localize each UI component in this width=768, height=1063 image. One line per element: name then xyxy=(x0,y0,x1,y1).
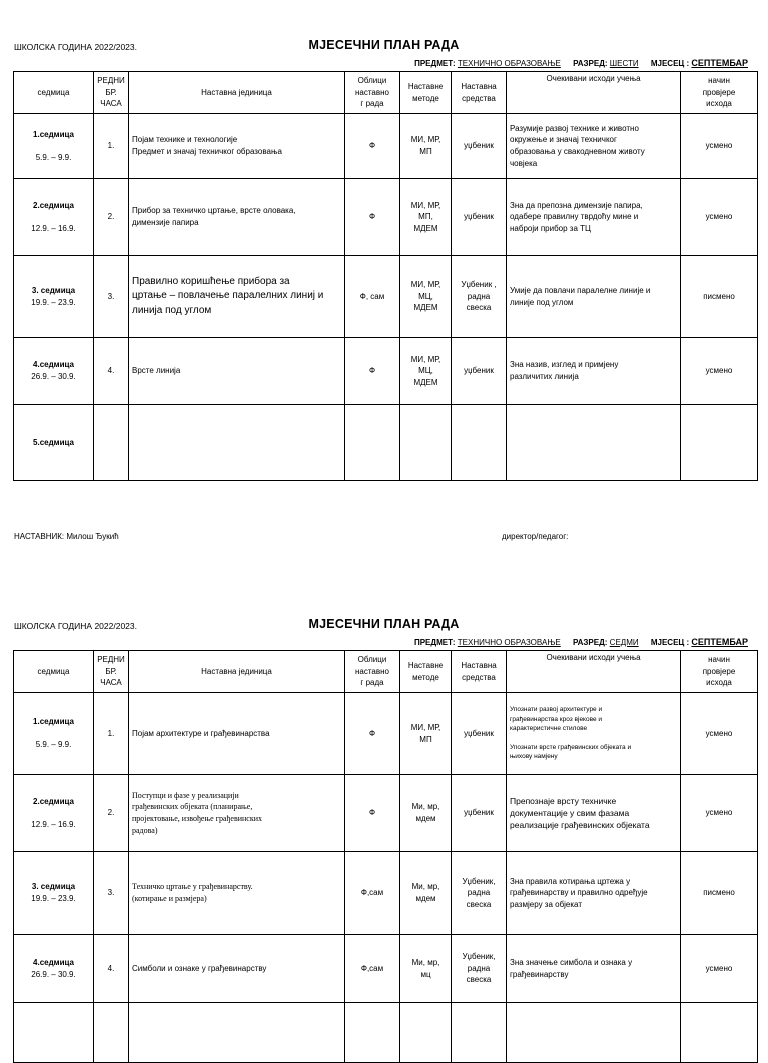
subject-label: ПРЕДМЕТ: xyxy=(414,59,456,68)
header-methods: Наставне методе xyxy=(400,72,452,114)
week-cell: 3. седмица 19.9. – 23.9. xyxy=(14,256,94,338)
check-method: писмено xyxy=(681,852,758,935)
expected-outcomes: Упознати развој архитектуре и грађевинарства кроз вјекове и карактеристичне стилове Упознати врсте грађевинских објеката и њихову намјену xyxy=(507,693,681,775)
teaching-unit: Симболи и ознаке у грађевинарству xyxy=(129,935,345,1003)
expected-outcomes: Зна значење симбола и ознака у грађевинарству xyxy=(507,935,681,1003)
page-title: МЈЕСЕЧНИ ПЛАН РАДА xyxy=(308,38,460,52)
header-work-form: Облици наставно г рада xyxy=(345,651,400,693)
check-method xyxy=(681,405,758,481)
grade-value: СЕДМИ xyxy=(609,638,639,647)
teaching-unit: Поступци и фазе у реализацији грађевинских објеката (планирање, пројектовање, извођење грађевинских радова) xyxy=(129,775,345,852)
header-check-method: начин провјере исхода xyxy=(681,72,758,114)
lesson-number: 3. xyxy=(94,852,129,935)
header-check-method: начин провјере исхода xyxy=(681,651,758,693)
week-cell: 3. седмица 19.9. – 23.9. xyxy=(14,852,94,935)
teaching-unit: Техничко цртање у грађевинарству. (котирање и размјера) xyxy=(129,852,345,935)
work-form: Ф xyxy=(345,338,400,405)
lesson-number: 1. xyxy=(94,693,129,775)
grade-label: РАЗРЕД: xyxy=(572,638,608,647)
teaching-unit xyxy=(129,1003,345,1063)
teaching-methods: Ми, мр, мдем xyxy=(400,775,452,852)
expected-outcomes: Разумије развој технике и животно окружење и значај техничког образовања у свакодневном животу човјека xyxy=(507,114,681,179)
teaching-unit: Правилно коришћење прибора за цртање – повлачење паралелних линиј и линија под углом xyxy=(129,256,345,338)
work-form: Ф, сам xyxy=(345,256,400,338)
header-means: Наставна средства xyxy=(452,651,507,693)
table-header-row xyxy=(14,651,758,693)
grade-label: РАЗРЕД: xyxy=(573,59,608,68)
teaching-unit: Прибор за техничко цртање, врсте оловака, димензије папира xyxy=(129,179,345,256)
table-row xyxy=(14,775,758,852)
teaching-methods: МИ, МР, МП, МДЕМ xyxy=(400,179,452,256)
week-cell: 4.седмица 26.9. – 30.9. xyxy=(14,338,94,405)
table-row xyxy=(14,935,758,1003)
teaching-means: уџбеник xyxy=(452,338,507,405)
teaching-methods xyxy=(400,1003,452,1063)
expected-outcomes: Зна да препозна димензије папира, одабере правилну тврдоћу мине и наброји прибор за ТЦ xyxy=(507,179,681,256)
teaching-methods: МИ, МР, МЦ, МДЕМ xyxy=(400,256,452,338)
teaching-means: уџбеник xyxy=(452,179,507,256)
work-form: Ф,сам xyxy=(345,935,400,1003)
header-outcomes: Очекивани исходи учења xyxy=(507,72,681,114)
month-label: МЈЕСЕЦ : xyxy=(650,59,690,68)
work-form: Ф xyxy=(345,179,400,256)
lesson-number: 2. xyxy=(94,775,129,852)
teaching-methods: Ми, мр, мц xyxy=(400,935,452,1003)
teaching-means xyxy=(452,405,507,481)
header-work-form: Облици наставно г рада xyxy=(345,72,400,114)
plan-meta xyxy=(414,637,748,647)
teaching-methods: Ми, мр, мдем xyxy=(400,852,452,935)
lesson-number xyxy=(94,405,129,481)
header-week: седмица xyxy=(14,651,94,693)
subject-label: ПРЕДМЕТ: xyxy=(413,638,456,647)
teaching-unit: Појам архитектуре и грађевинарства xyxy=(129,693,345,775)
plan-meta xyxy=(414,58,748,68)
header-week: седмица xyxy=(14,72,94,114)
teacher-signature: НАСТАВНИК: Милош Ђукић xyxy=(14,532,119,541)
week-cell: 5.седмица xyxy=(14,405,94,481)
work-form: Ф xyxy=(345,693,400,775)
table-row xyxy=(14,114,758,179)
expected-outcomes: Препознаје врсту техничке документације у свим фазама реализације грађевинских објеката xyxy=(507,775,681,852)
header-outcomes: Очекивани исходи учења xyxy=(507,651,681,693)
teaching-methods: МИ, МР, МП xyxy=(400,114,452,179)
lesson-number: 3. xyxy=(94,256,129,338)
week-cell xyxy=(14,1003,94,1063)
expected-outcomes: Зна правила котирања цртежа у грађевинарству и правилно одређује размјеру за објекат xyxy=(507,852,681,935)
table-header-row xyxy=(14,72,758,114)
teaching-means: Уџбеник , радна свеска xyxy=(452,256,507,338)
expected-outcomes xyxy=(507,405,681,481)
teaching-unit xyxy=(129,405,345,481)
table-row xyxy=(14,405,758,481)
week-cell: 4.седмица 26.9. – 30.9. xyxy=(14,935,94,1003)
expected-outcomes: Умије да повлачи паралелне линије и линије под углом xyxy=(507,256,681,338)
header-means: Наставна средства xyxy=(452,72,507,114)
table-row xyxy=(14,693,758,775)
month-label: МЈЕСЕЦ : xyxy=(650,638,690,647)
lesson-number: 2. xyxy=(94,179,129,256)
teaching-means: уџбеник xyxy=(452,114,507,179)
check-method: усмено xyxy=(681,338,758,405)
table-row xyxy=(14,1003,758,1063)
teaching-unit: Појам технике и технологије Предмет и значај техничког образовања xyxy=(129,114,345,179)
work-form xyxy=(345,1003,400,1063)
week-cell: 1.седмица 5.9. – 9.9. xyxy=(14,114,94,179)
teaching-means: Уџбеник, радна свеска xyxy=(452,852,507,935)
header-teaching-unit: Наставна јединица xyxy=(129,651,345,693)
check-method xyxy=(681,1003,758,1063)
table-row xyxy=(14,852,758,935)
lesson-number: 4. xyxy=(94,935,129,1003)
table-row xyxy=(14,179,758,256)
work-form: Ф,сам xyxy=(345,852,400,935)
teaching-means: уџбеник xyxy=(452,775,507,852)
check-method: усмено xyxy=(681,179,758,256)
teaching-means: уџбеник xyxy=(452,693,507,775)
expected-outcomes: Зна назив, изглед и примјену различитих линија xyxy=(507,338,681,405)
week-cell: 2.седмица 12.9. – 16.9. xyxy=(14,775,94,852)
teaching-means xyxy=(452,1003,507,1063)
teaching-unit: Врсте линија xyxy=(129,338,345,405)
check-method: усмено xyxy=(681,935,758,1003)
plan-table xyxy=(13,650,758,1063)
teaching-means: Уџбеник, радна свеска xyxy=(452,935,507,1003)
teaching-methods: МИ, МР, МЦ, МДЕМ xyxy=(400,338,452,405)
expected-outcomes xyxy=(507,1003,681,1063)
plan-table xyxy=(13,71,758,481)
header-lesson-number: РЕДНИ БР. ЧАСА xyxy=(94,72,129,114)
school-year: ШКОЛСКА ГОДИНА 2022/2023. xyxy=(14,42,137,52)
header-methods: Наставне методе xyxy=(400,651,452,693)
lesson-number xyxy=(94,1003,129,1063)
table-row xyxy=(14,256,758,338)
school-year: ШКОЛСКА ГОДИНА 2022/2023. xyxy=(14,621,137,631)
lesson-number: 1. xyxy=(94,114,129,179)
check-method: усмено xyxy=(681,693,758,775)
subject-value: ТЕХНИЧНО ОБРАЗОВАЊЕ xyxy=(457,638,561,647)
header-teaching-unit: Наставна јединица xyxy=(129,72,345,114)
check-method: усмено xyxy=(681,775,758,852)
check-method: усмено xyxy=(681,114,758,179)
week-cell: 2.седмица 12.9. – 16.9. xyxy=(14,179,94,256)
grade-value: ШЕСТИ xyxy=(609,59,639,68)
teaching-methods xyxy=(400,405,452,481)
check-method: писмено xyxy=(681,256,758,338)
page-title: МЈЕСЕЧНИ ПЛАН РАДА xyxy=(308,617,460,631)
table-row xyxy=(14,338,758,405)
director-signature: директор/педагог: xyxy=(502,532,569,541)
work-form: Ф xyxy=(345,114,400,179)
month-value: СЕПТЕМБАР xyxy=(691,58,748,68)
week-cell: 1.седмица 5.9. – 9.9. xyxy=(14,693,94,775)
work-form xyxy=(345,405,400,481)
teaching-methods: МИ, МР, МП xyxy=(400,693,452,775)
month-value: СЕПТЕМБАР xyxy=(691,637,748,647)
header-lesson-number: РЕДНИ БР. ЧАСА xyxy=(94,651,129,693)
work-form: Ф xyxy=(345,775,400,852)
lesson-number: 4. xyxy=(94,338,129,405)
subject-value: ТЕХНИЧНО ОБРАЗОВАЊЕ xyxy=(457,59,561,68)
